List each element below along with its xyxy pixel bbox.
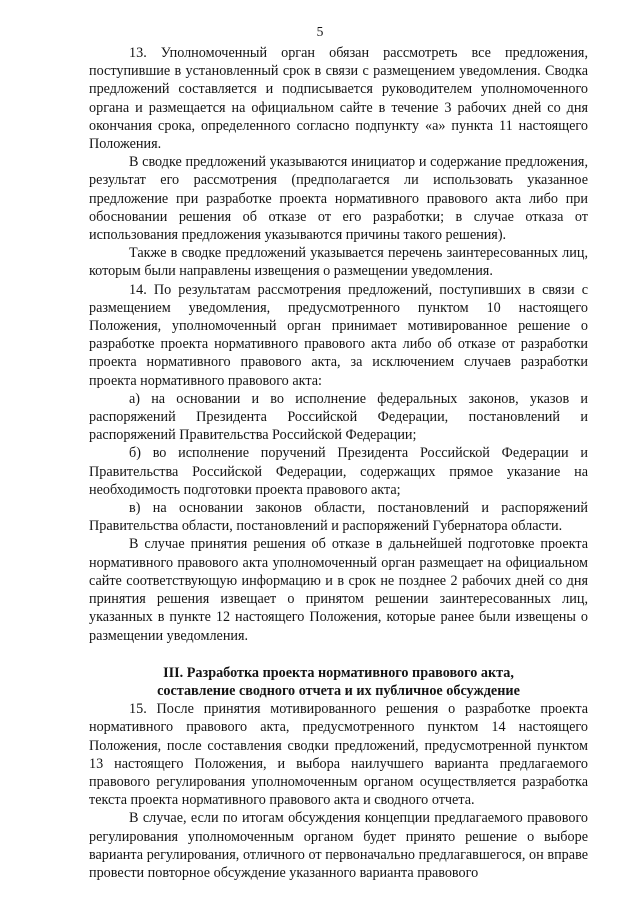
subitem-b: б) во исполнение поручений Президента Российской Федерации и Правительства Российской Федерации, содержащих прямое указание на необходимость подготовки проекта правового акта; — [89, 445, 588, 498]
paragraph-item-15: 15. После принятия мотивированного решения о разработке проекта нормативного правового акта, предусмотренного пунктом 14 настоящего Положения, после составления сводки предложений, предусмотренной пунктом 13 настоящего Положения, и выбора наилучшего варианта предлагаемого правового регулирования уполномоченным органом осуществляется разработка текста проекта нормативного правового акта и сводного отчета. — [89, 701, 588, 809]
subitem-a: а) на основании и во исполнение федеральных законов, указов и распоряжений Президента Российской Федерации, постановлений и распоряжений Правительства Российской Федерации; — [89, 390, 588, 444]
page-number: 5 — [316, 24, 324, 39]
paragraph-summary-contents: В сводке предложений указываются инициатор и содержание предложения, результат его рассмотрения (предполагается ли использовать указанное предложение при разработке проекта нормативного правового акта либо при обосновании решения об отказе от его разработки; в случае отказа от использования предложения указываются причины такого решения). — [89, 154, 588, 244]
paragraph-item-13: 13. Уполномоченный орган обязан рассмотреть все предложения, поступившие в установленный срок в связи с размещением уведомления. Сводка предложений составляется и подписывается руководителем уполномоченного органа и размещается на официальном сайте в течение 3 рабочих дней со дня окончания срока, определенного согласно подпункту «а» пункта 11 настоящего Положения. — [89, 45, 588, 153]
section-heading-line-1: III. Разработка проекта нормативного правового акта, — [163, 664, 514, 681]
subitem-v: в) на основании законов области, постановлений и распоряжений Правительства области, постановлений и распоряжений Губернатора области. — [89, 500, 588, 535]
section-heading-line-2: составление сводного отчета и их публичное обсуждение — [157, 682, 520, 699]
section-spacer — [89, 645, 588, 664]
document-body — [89, 44, 588, 882]
paragraph-summary-recipients: Также в сводке предложений указывается перечень заинтересованных лиц, которым были направлены извещения о размещении уведомления. — [89, 245, 588, 280]
paragraph-refusal: В случае принятия решения об отказе в дальнейшей подготовке проекта нормативного правового акта уполномоченный орган размещает на официальном сайте соответствующую информацию и в срок не позднее 2 рабочих дней со дня принятия решения извещает о принятом решении заинтересованных лиц, указанных в пункте 12 настоящего Положения, которые ранее были извещены о размещении уведомления. — [89, 536, 588, 644]
paragraph-item-14: 14. По результатам рассмотрения предложений, поступивших в связи с размещением уведомления, предусмотренного пунктом 10 настоящего Положения, уполномоченный орган принимает мотивированное решение о разработке проекта нормативного правового акта либо об отказе от разработки проекта нормативного правового акта, за исключением случаев разработки проекта нормативного правового акта: — [89, 281, 588, 389]
paragraph-repeat-discussion: В случае, если по итогам обсуждения концепции предлагаемого правового регулирования уполномоченным органом будет принято решение о выборе варианта регулирования, отличного от первоначально предлагавшегося, он вправе провести повторное обсуждение указанного варианта правового — [89, 810, 588, 881]
